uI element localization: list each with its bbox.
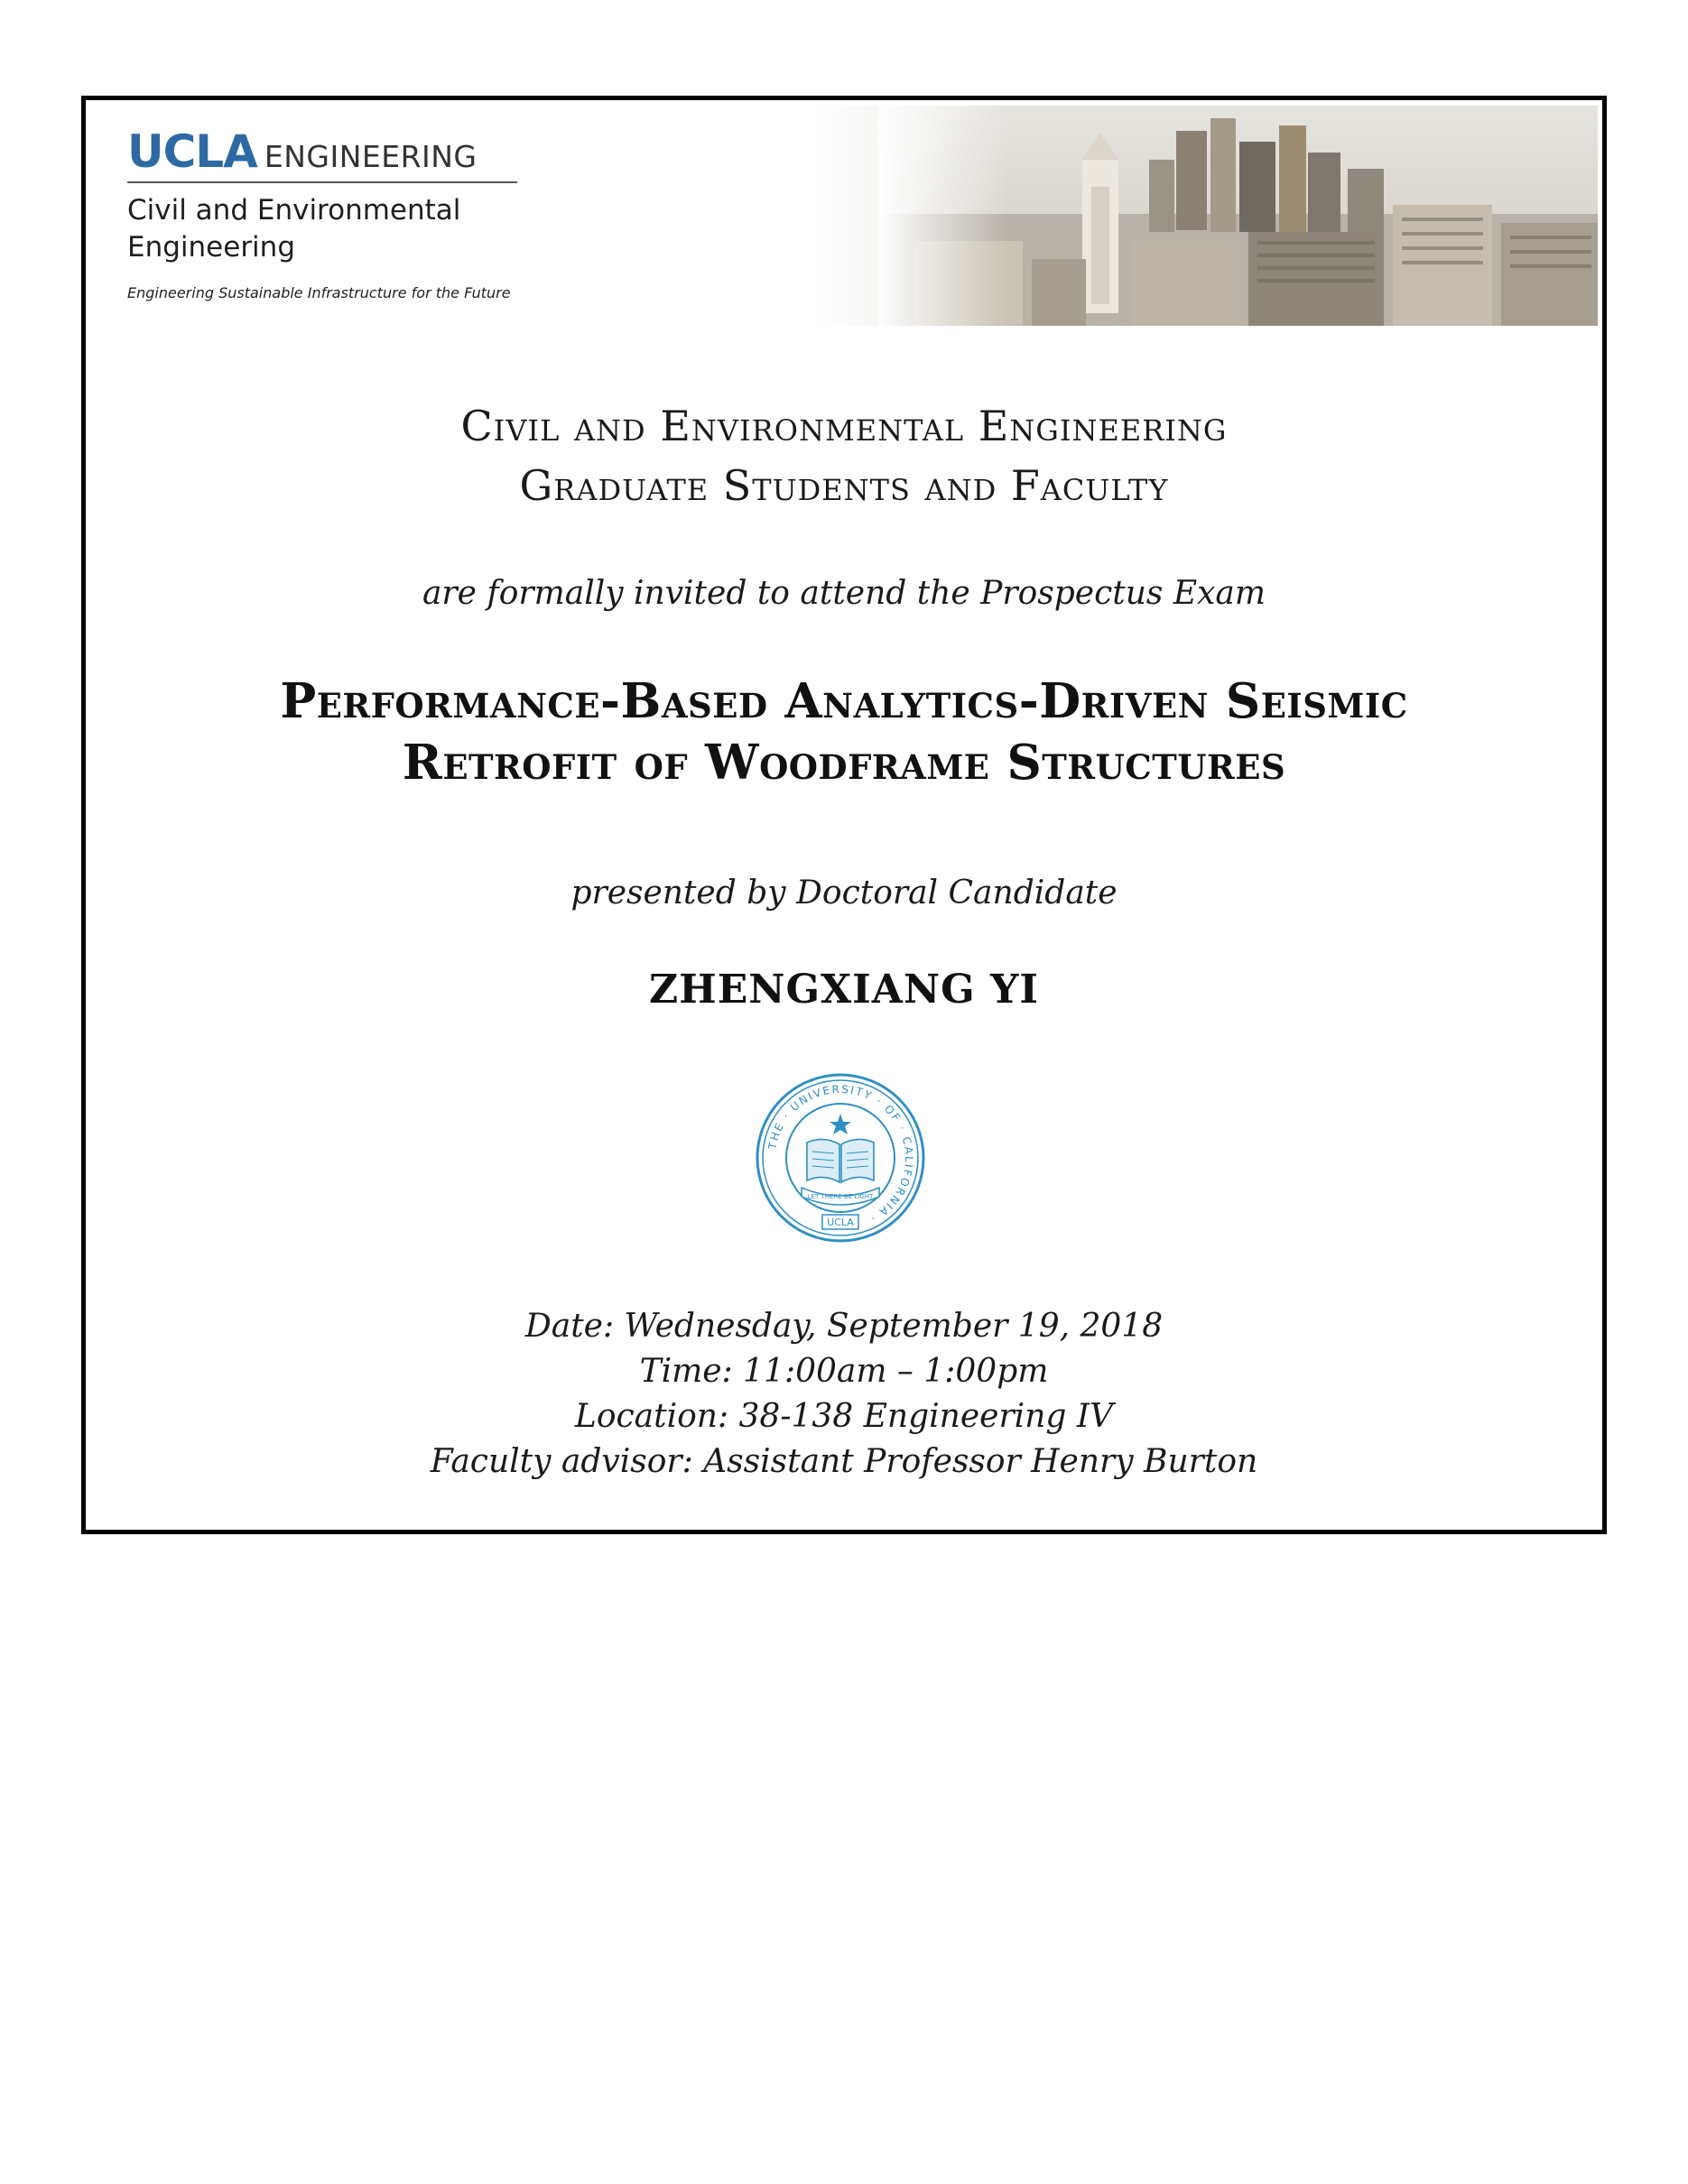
title-line-1: Performance-Based Analytics-Driven Seismic xyxy=(280,673,1408,729)
department-name: Civil and Environmental Engineering xyxy=(127,194,461,264)
audience-line-1: Civil and Environmental Engineering xyxy=(460,402,1228,450)
city-skyline-image xyxy=(878,106,1598,326)
header-banner xyxy=(93,106,1598,326)
exam-date: Date: Wednesday, September 19, 2018 xyxy=(524,1308,1164,1345)
exam-time: Time: 11:00am – 1:00pm xyxy=(639,1353,1049,1390)
presented-by-text: presented by Doctoral Candidate xyxy=(570,875,1118,912)
title-line-2: Retrofit of Woodframe Structures xyxy=(402,735,1286,791)
logo-engineering-text: ENGINEERING xyxy=(264,139,478,174)
exam-details xyxy=(86,1304,1602,1485)
dissertation-title xyxy=(86,671,1602,793)
department-tagline: Engineering Sustainable Infrastructure for the Future xyxy=(127,284,511,301)
logo-divider xyxy=(127,181,517,183)
svg-text:UCLA: UCLA xyxy=(827,1217,854,1228)
svg-text:LET THERE BE LIGHT: LET THERE BE LIGHT xyxy=(807,1193,874,1200)
candidate-name: ZHENGXIANG YI xyxy=(649,967,1039,1013)
faculty-advisor: Faculty advisor: Assistant Professor Henry Burton xyxy=(430,1443,1258,1480)
audience-heading xyxy=(86,396,1602,515)
logo-ucla-text: UCLA xyxy=(127,125,257,178)
exam-location: Location: 38-138 Engineering IV xyxy=(574,1398,1114,1435)
invitation-frame xyxy=(81,96,1607,1534)
audience-line-2: Graduate Students and Faculty xyxy=(519,461,1169,510)
university-seal-icon xyxy=(755,1072,926,1244)
invitation-text: are formally invited to attend the Prospectus Exam xyxy=(422,575,1266,612)
ucla-engineering-logo xyxy=(127,125,615,301)
svg-text:THE · UNIVERSITY · OF · CALIFO: THE · UNIVERSITY · OF · CALIFORNIA · xyxy=(765,1082,916,1226)
